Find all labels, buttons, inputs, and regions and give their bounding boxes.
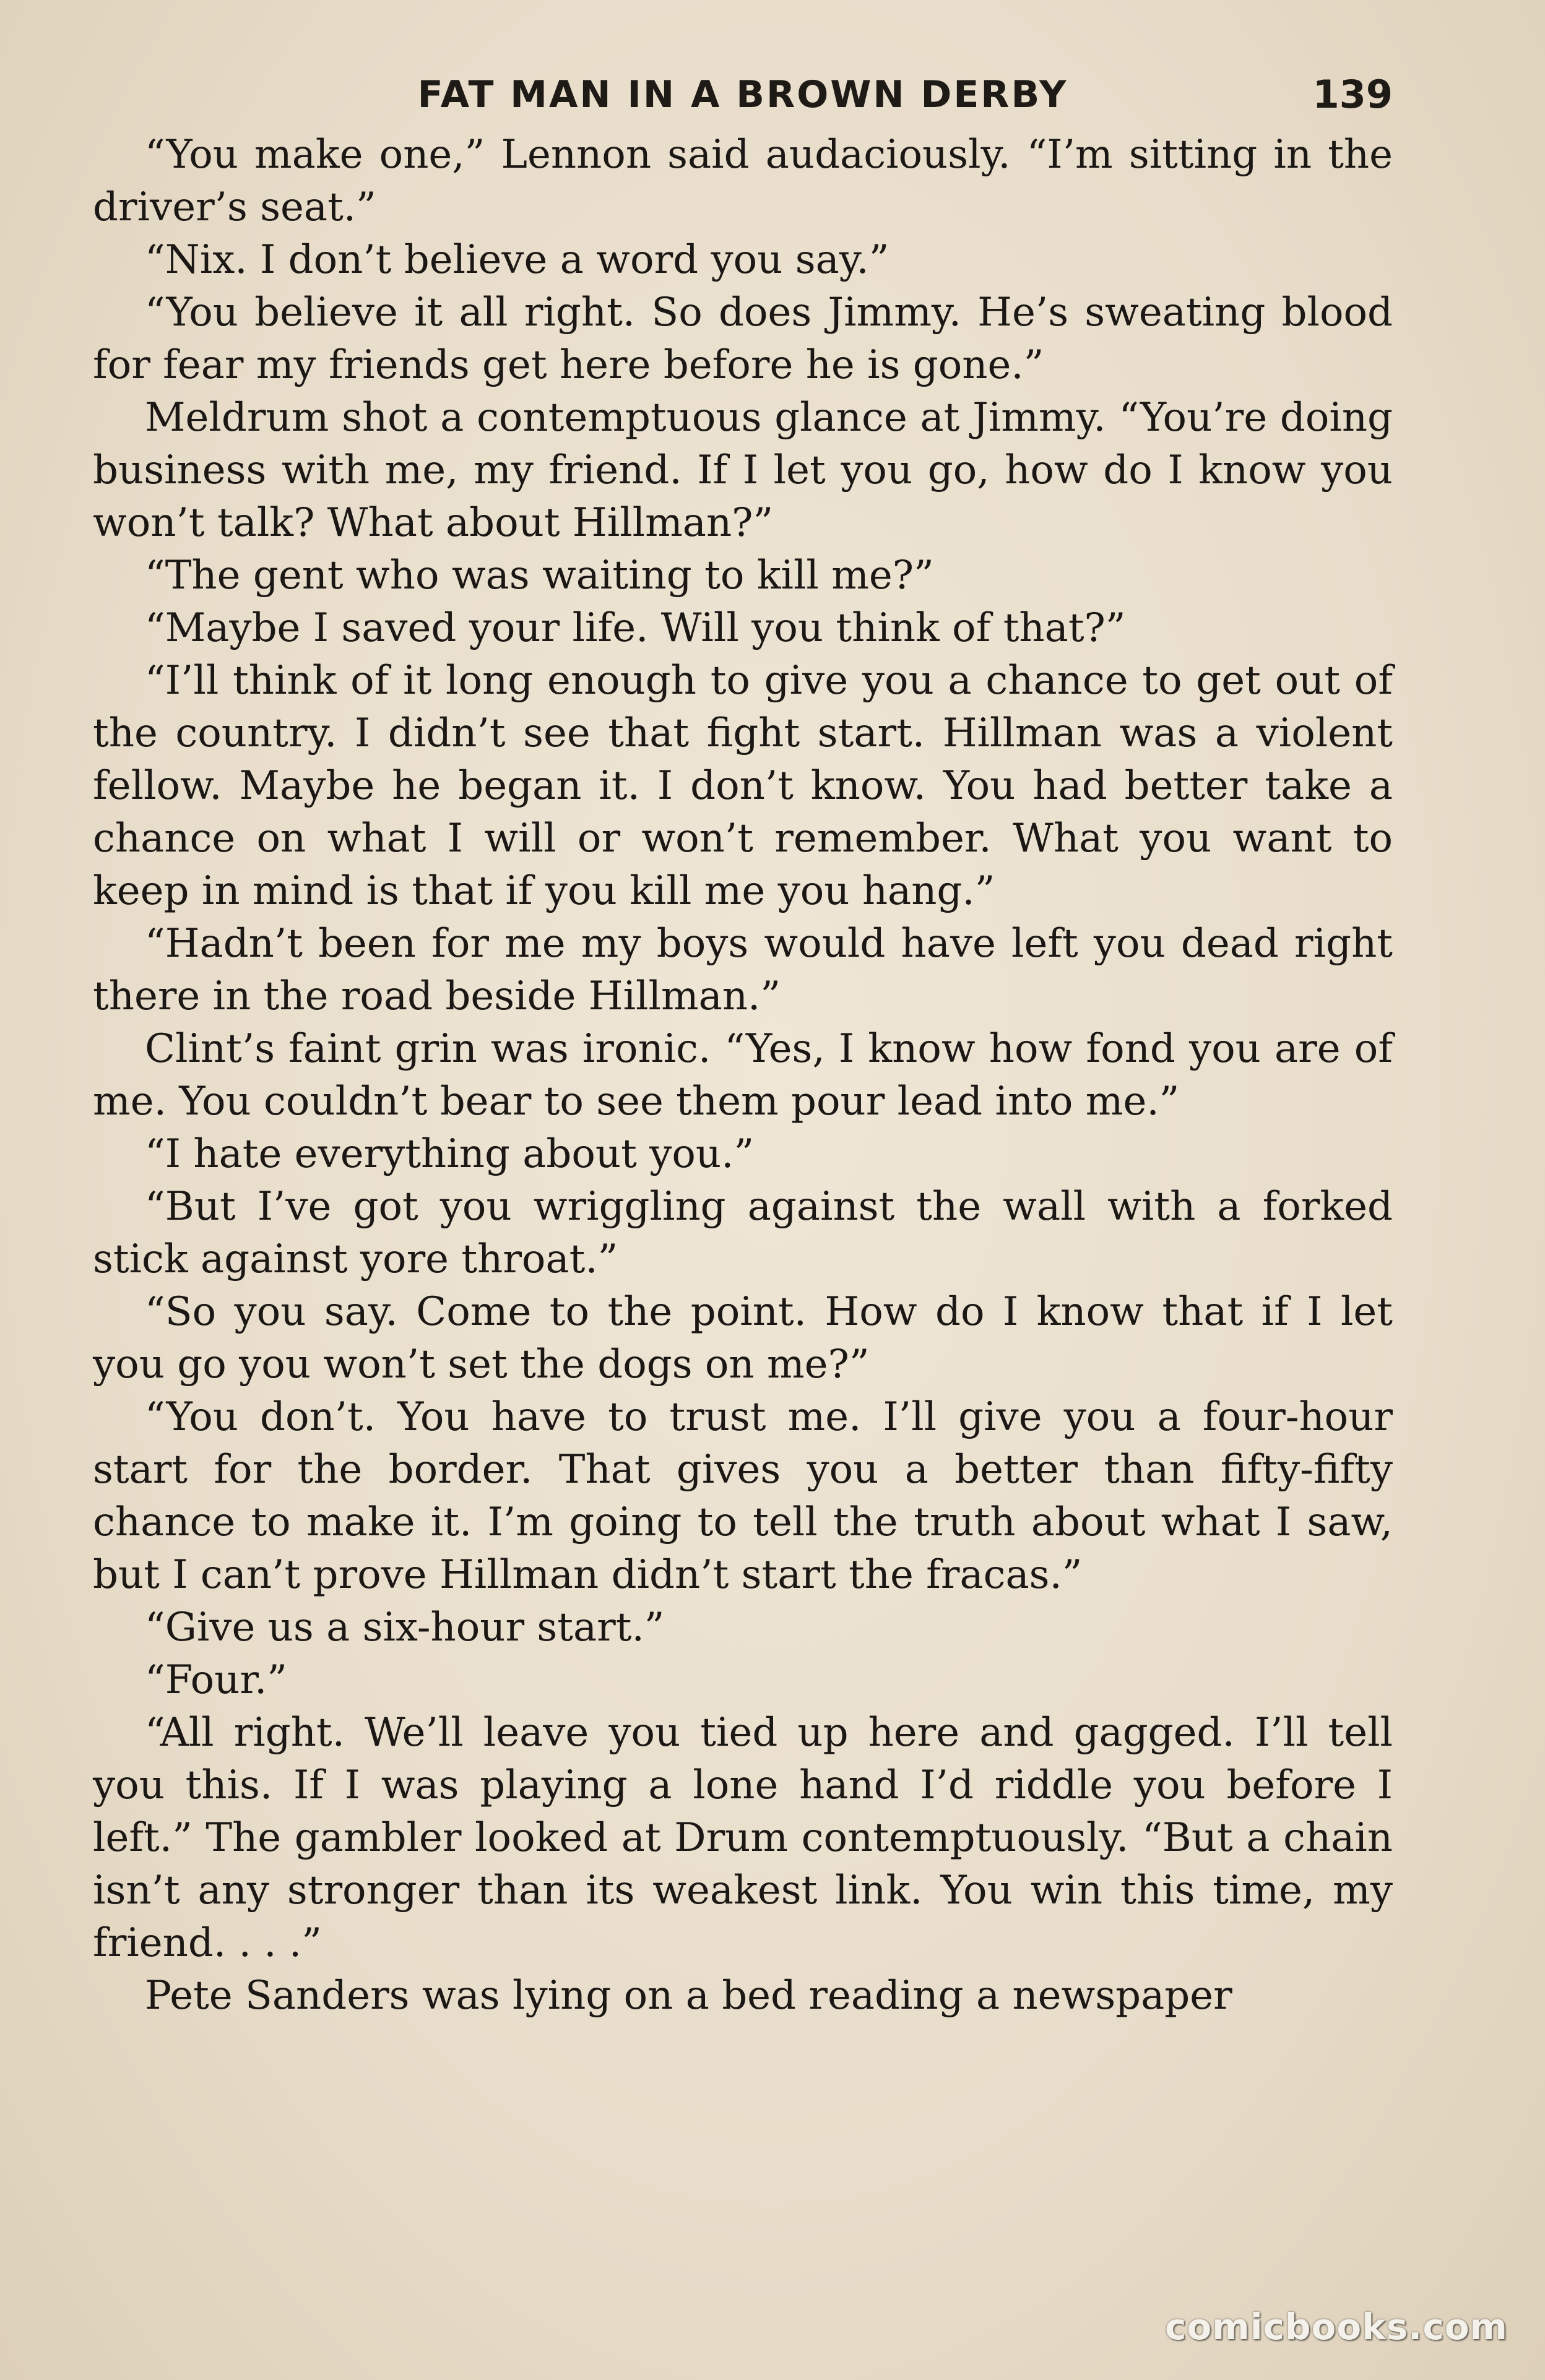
- paragraph: “The gent who was waiting to kill me?”: [145, 553, 934, 598]
- paragraph: “You believe it all right. So does Jimmy. He’s sweating blood for fear my friends get here before he is gone.”: [93, 290, 1393, 388]
- running-head: FAT MAN IN A BROWN DERBY: [417, 73, 1068, 116]
- paragraph: Pete Sanders was lying on a bed reading a newspaper: [145, 1973, 1232, 2019]
- paragraph: “But I’ve got you wriggling against the wall with a forked stick against yore throat.”: [93, 1184, 1393, 1282]
- page-number: 139: [1312, 72, 1393, 117]
- paragraph: “I hate everything about you.”: [145, 1131, 755, 1177]
- paragraph: “You make one,” Lennon said audaciously. “I’m sitting in the driver’s seat.”: [93, 132, 1393, 230]
- paragraph: “So you say. Come to the point. How do I know that if I let you go you won’t set the dogs on me?”: [93, 1289, 1393, 1387]
- paragraph: Clint’s faint grin was ironic. “Yes, I know how fond you are of me. You couldn’t bear to see them pour lead into me.”: [93, 1026, 1393, 1124]
- paragraph: “Nix. I don’t believe a word you say.”: [145, 237, 889, 283]
- watermark: comicbooks.com: [1165, 2306, 1508, 2348]
- paragraph: “Give us a six-hour start.”: [145, 1605, 665, 1650]
- paragraph: “You don’t. You have to trust me. I’ll give you a four-hour start for the border. That gives you a better than fifty-fifty chance to make it. I’m going to tell the truth about what I saw, but I can’t prove Hillman didn’t start the fracas.”: [93, 1394, 1393, 1598]
- body-text: [93, 129, 1393, 2022]
- page-header: [93, 67, 1393, 123]
- paragraph: “All right. We’ll leave you tied up here and gagged. I’ll tell you this. If I was playing a lone hand I’d riddle you before I left.” The gambler looked at Drum contemptuously. “But a chain isn’t any stronger than its weakest link. You win this time, my friend. . . .”: [93, 1710, 1393, 1966]
- paragraph: “Four.”: [145, 1657, 287, 1703]
- paragraph: “Hadn’t been for me my boys would have left you dead right there in the road beside Hillman.”: [93, 921, 1393, 1019]
- paragraph: “I’ll think of it long enough to give you a chance to get out of the country. I didn’t see that fight start. Hillman was a violent fellow. Maybe he began it. I don’t know. You had better take a chance on what I will or won’t remember. What you want to keep in mind is that if you kill me you hang.”: [93, 658, 1393, 914]
- paragraph: “Maybe I saved your life. Will you think of that?”: [145, 605, 1126, 651]
- paragraph: Meldrum shot a contemptuous glance at Jimmy. “You’re doing business with me, my friend. If I let you go, how do I know you won’t talk? What about Hillman?”: [93, 395, 1393, 546]
